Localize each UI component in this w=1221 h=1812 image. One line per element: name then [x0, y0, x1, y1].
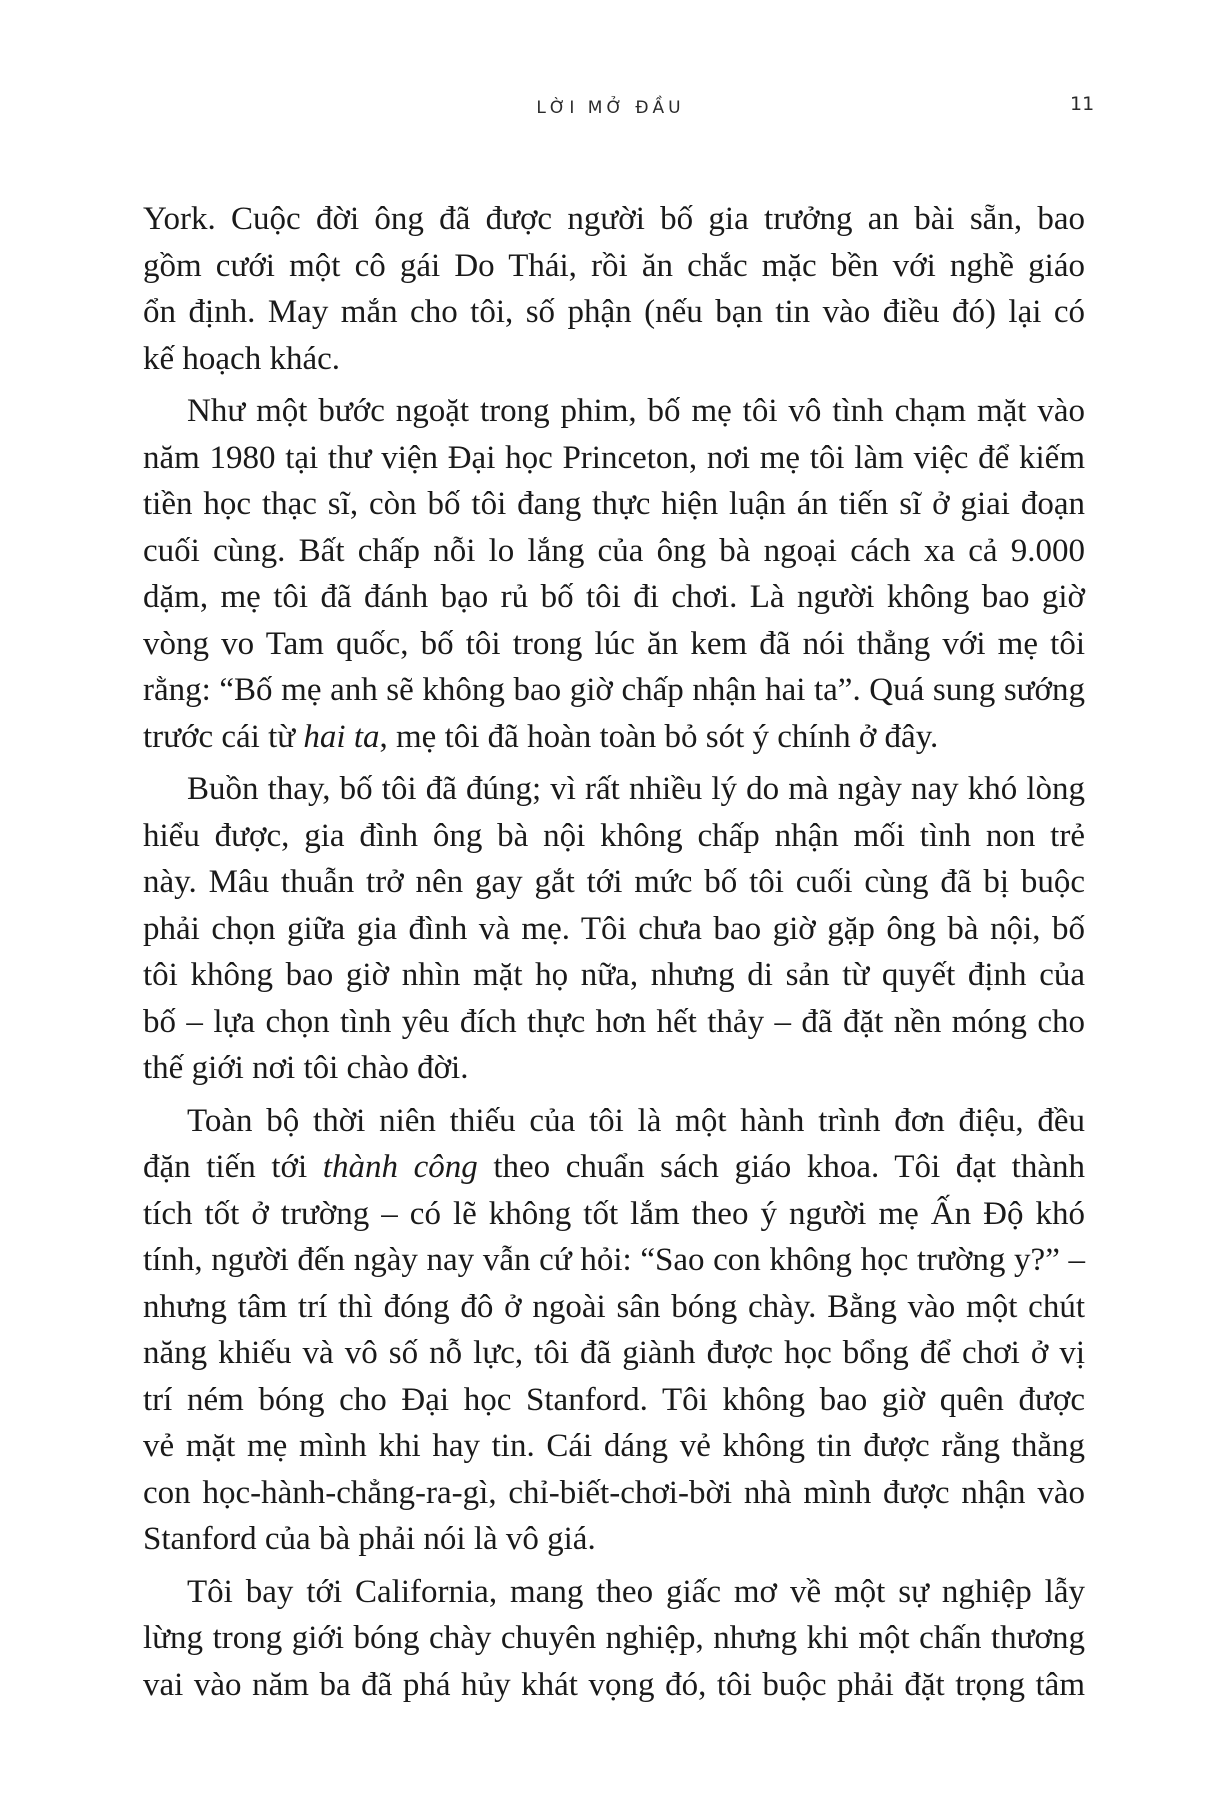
text-line: Buồn thay, bố tôi đã đúng; vì rất nhiều lý do mà ngày nay khó lòng: [187, 771, 1085, 807]
text-line: lừng trong giới bóng chày chuyên nghiệp, nhưng khi một chấn thương: [143, 1620, 1085, 1656]
page-number: 11: [1070, 93, 1095, 115]
text-run: theo chuẩn sách giáo khoa. Tôi đạt thành: [477, 1149, 1085, 1185]
text-line: [143, 1144, 1085, 1191]
text-line: Toàn bộ thời niên thiếu của tôi là một hành trình đơn điệu, đều: [187, 1102, 1085, 1139]
text-line: tính, người đến ngày nay vẫn cứ hỏi: “Sao con không học trường y?” –: [143, 1242, 1085, 1278]
text-line: năng khiếu và vô số nỗ lực, tôi đã giành được học bổng để chơi ở vị: [143, 1335, 1085, 1371]
text-line: hiểu được, gia đình ông bà nội không chấp nhận mối tình non trẻ: [143, 817, 1085, 854]
text-run: trước cái từ: [143, 718, 304, 755]
text-line: bố – lựa chọn tình yêu đích thực hơn hết thảy – đã đặt nền móng cho: [143, 1003, 1085, 1040]
emphasis-text: hai ta: [303, 718, 380, 755]
text-line: tiền học thạc sĩ, còn bố tôi đang thực hiện luận án tiến sĩ ở giai đoạn: [143, 486, 1085, 522]
text-line: tôi không bao giờ nhìn mặt họ nữa, nhưng di sản từ quyết định của: [143, 957, 1085, 993]
text-line: tích tốt ở trường – có lẽ không tốt lắm theo ý người mẹ Ấn Độ khó: [143, 1195, 1085, 1232]
text-line: phải chọn giữa gia đình và mẹ. Tôi chưa bao giờ gặp ông bà nội, bố: [143, 910, 1085, 947]
paragraph-2: [143, 388, 1085, 760]
paragraph-1: [143, 196, 1085, 382]
text-line: rằng: “Bố mẹ anh sẽ không bao giờ chấp nhận hai ta”. Quá sung sướng: [143, 672, 1085, 708]
text-line: nhưng tâm trí thì đóng đô ở ngoài sân bóng chày. Bằng vào một chút: [143, 1288, 1085, 1325]
text-line: cuối cùng. Bất chấp nỗi lo lắng của ông bà ngoại cách xa cả 9.000: [143, 532, 1085, 569]
text-line: York. Cuộc đời ông đã được người bố gia trưởng an bài sẵn, bao: [143, 201, 1085, 237]
text-line: [143, 714, 1085, 761]
text-run: đặn tiến tới: [143, 1149, 323, 1185]
text-line: vòng vo Tam quốc, bố tôi trong lúc ăn kem đã nói thẳng với mẹ tôi: [143, 625, 1085, 662]
text-line: trí ném bóng cho Đại học Stanford. Tôi không bao giờ quên được: [143, 1381, 1085, 1418]
text-line: con học-hành-chẳng-ra-gì, chỉ-biết-chơi-bời nhà mình được nhận vào: [143, 1474, 1085, 1511]
text-line: vẻ mặt mẹ mình khi hay tin. Cái dáng vẻ không tin được rằng thằng: [143, 1428, 1085, 1464]
emphasis-text: thành công: [322, 1149, 478, 1185]
text-line: này. Mâu thuẫn trở nên gay gắt tới mức bố tôi cuối cùng đã bị buộc: [143, 864, 1085, 900]
text-line: dặm, mẹ tôi đã đánh bạo rủ bố tôi đi chơi. Là người không bao giờ: [143, 579, 1085, 615]
text-line: ổn định. May mắn cho tôi, số phận (nếu bạn tin vào điều đó) lại có: [143, 294, 1085, 330]
text-line: Như một bước ngoặt trong phim, bố mẹ tôi vô tình chạm mặt vào: [187, 393, 1085, 429]
paragraph-5: [143, 1569, 1085, 1709]
text-line: gồm cưới một cô gái Do Thái, rồi ăn chắc mặc bền với nghề giáo: [143, 247, 1085, 284]
paragraph-3: [143, 766, 1085, 1092]
text-line: thế giới nơi tôi chào đời.: [143, 1050, 469, 1086]
text-line: vai vào năm ba đã phá hủy khát vọng đó, tôi buộc phải đặt trọng tâm: [143, 1666, 1085, 1703]
text-run: , mẹ tôi đã hoàn toàn bỏ sót ý chính ở đây.: [379, 718, 939, 755]
paragraph-4: [143, 1098, 1085, 1563]
running-title: LỜI MỞ ĐẦU: [536, 98, 685, 118]
body-text: [143, 196, 1085, 1708]
text-line: năm 1980 tại thư viện Đại học Princeton, nơi mẹ tôi làm việc để kiếm: [143, 439, 1085, 476]
text-line: kế hoạch khác.: [143, 340, 340, 377]
text-line: Stanford của bà phải nói là vô giá.: [143, 1521, 596, 1557]
text-line: Tôi bay tới California, mang theo giấc mơ về một sự nghiệp lẫy: [187, 1573, 1085, 1610]
